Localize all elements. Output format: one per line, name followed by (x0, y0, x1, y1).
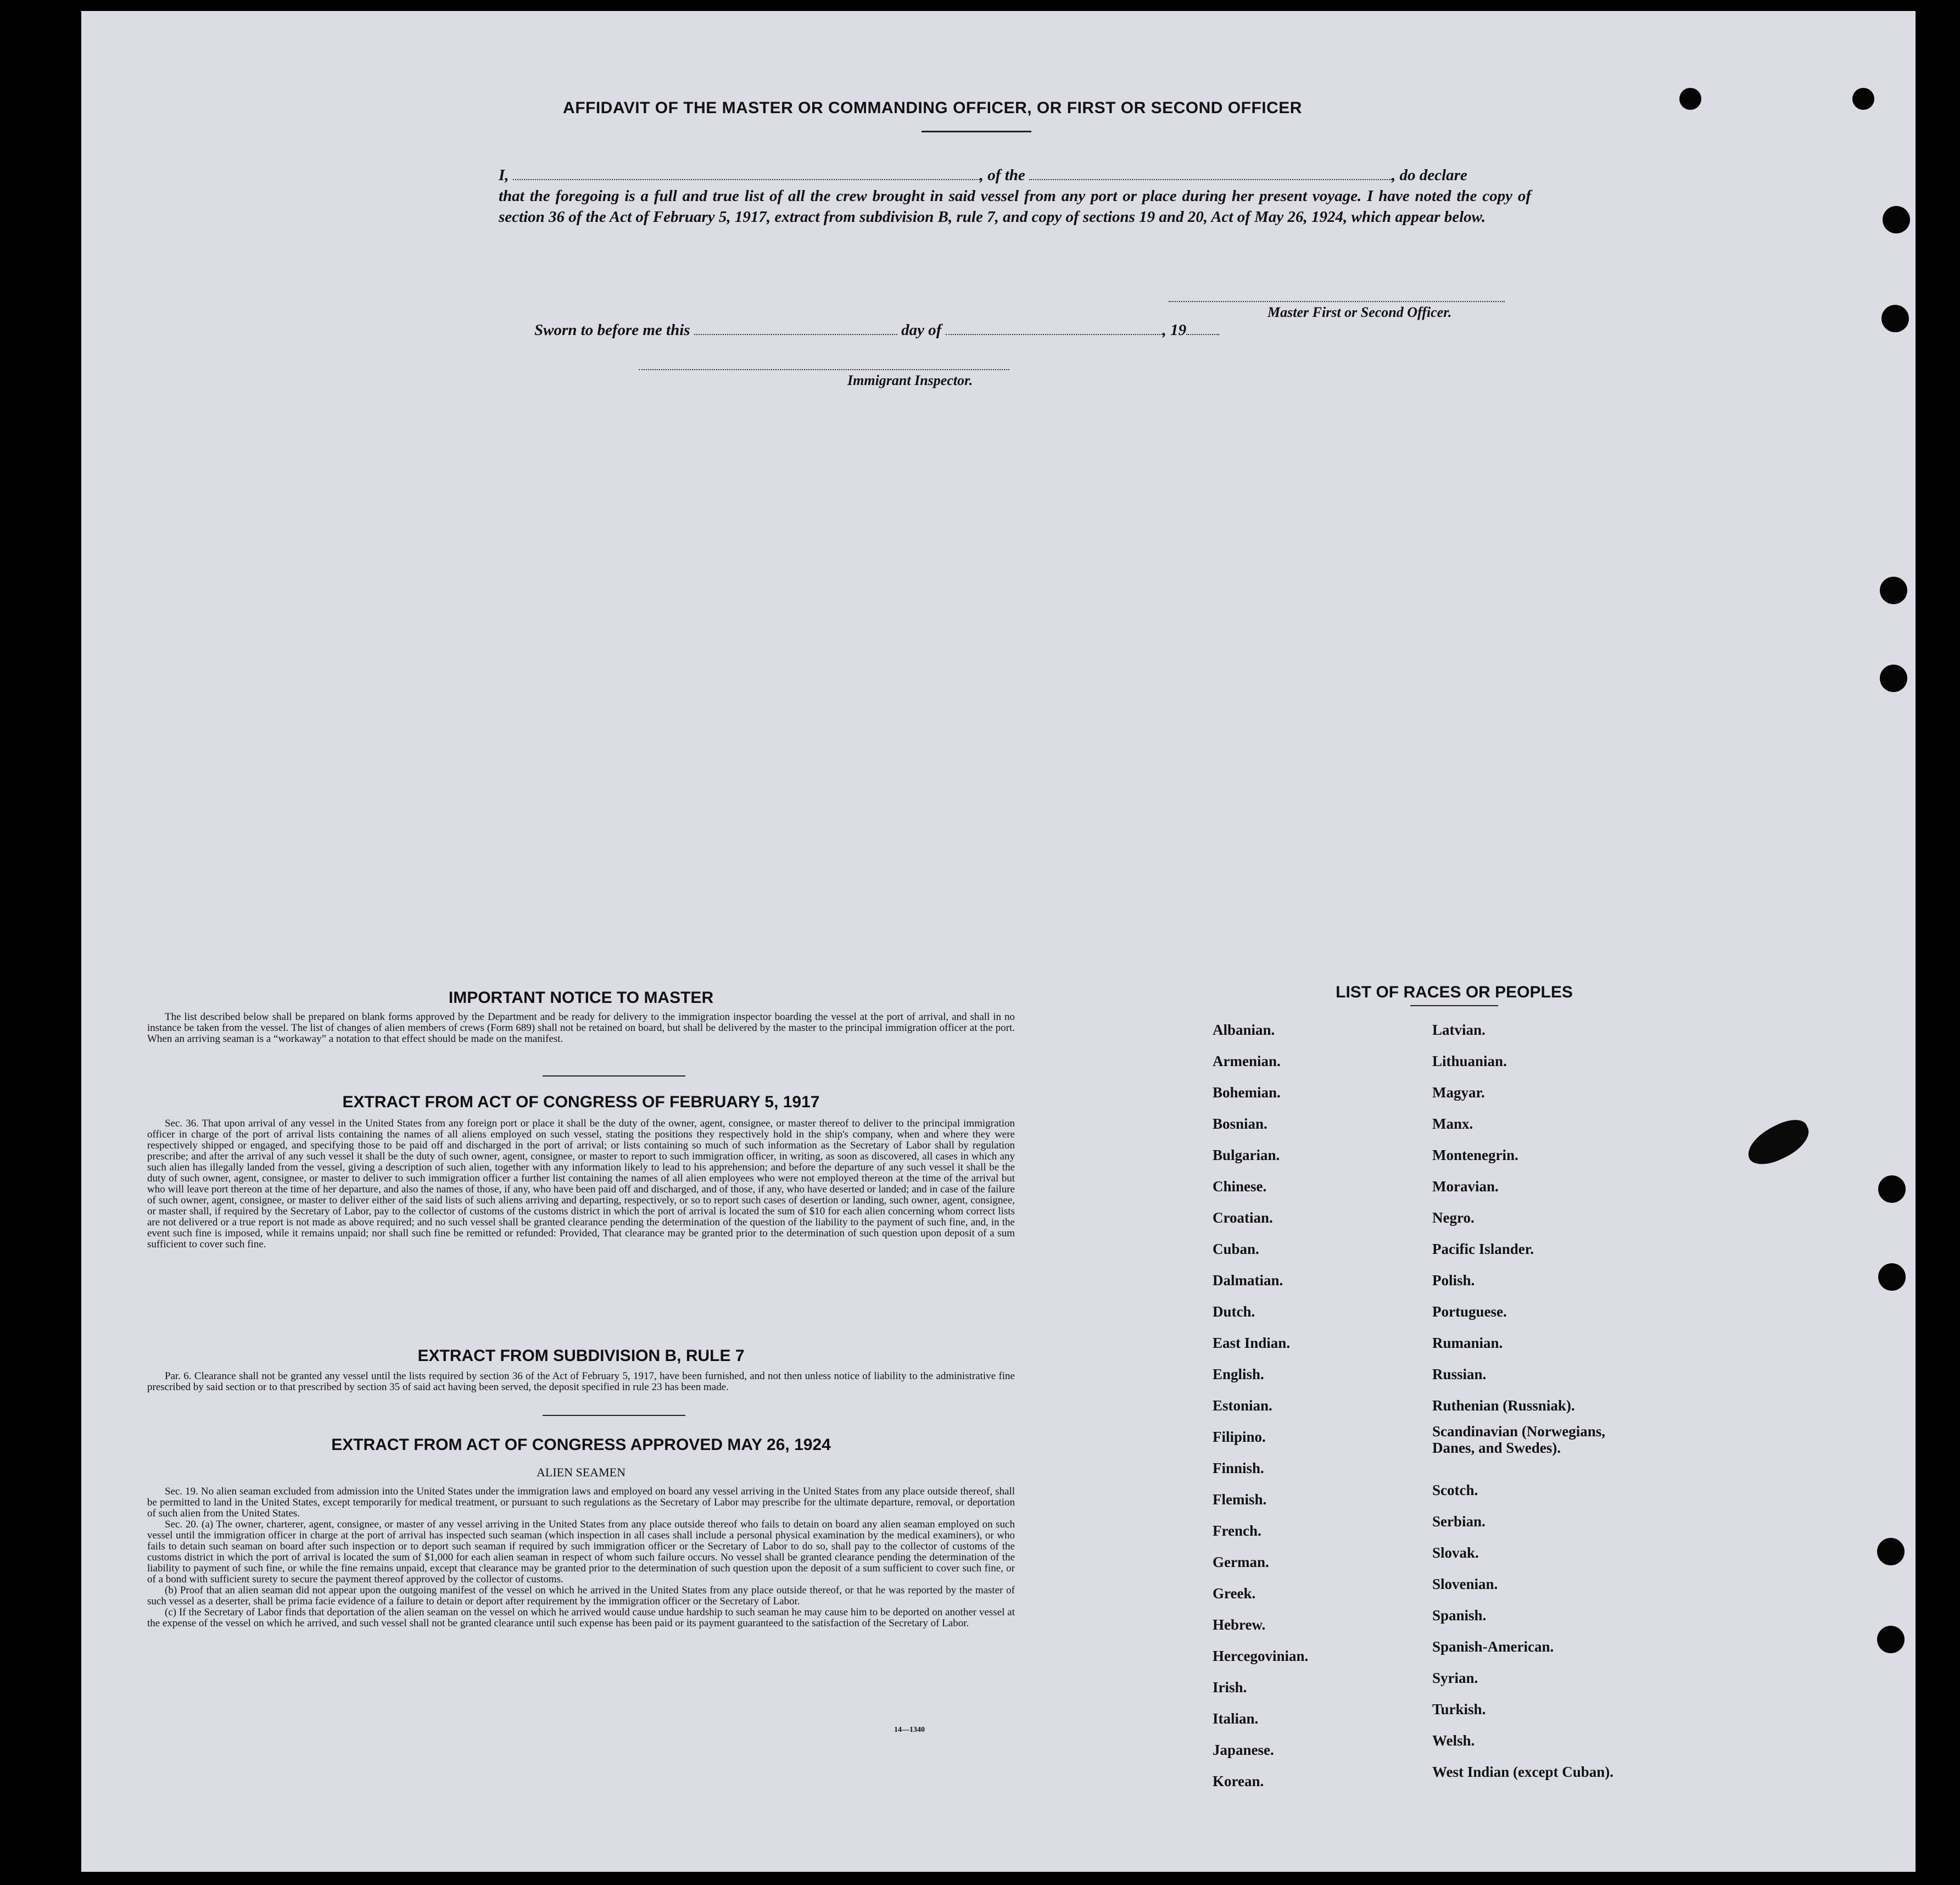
race-item: Rumanian. (1432, 1335, 1503, 1351)
master-signature-label: Master First or Second Officer. (1267, 304, 1452, 320)
race-item: Latvian. (1432, 1022, 1486, 1038)
inspector-signature-label: Immigrant Inspector. (847, 372, 973, 388)
punch-hole (1877, 1626, 1905, 1653)
race-item: Filipino. (1213, 1429, 1266, 1445)
races-divider (1410, 1005, 1498, 1006)
race-item: Turkish. (1432, 1701, 1486, 1717)
section-36-paragraph: Sec. 36. That upon arrival of any vessel in the United States from any foreign port or place it shall be the duty of the owner, agent, consignee, or master thereof to deliver to the principal immigration officer in charge of the port of arrival lists containing the names of all aliens employed on such vessel, stating the positions they respectively hold in the ship's company, when and where they were respectively shipped or engaged, and specifying those to be paid off and discharged in the port of arrival; or lists containing so much of such information as the Secretary of Labor shall by regulation prescribe; and after the arrival of any such vessel it shall be the duty of such owner, agent, consignee, or master to report to such immigration officer, in writing, as soon as discovered, all cases in which any such alien has illegally landed from the vessel, giving a description of such alien, together with any information likely to lead to his apprehension; and before the departure of any such vessel it shall be the duty of such owner, agent, consignee, or master to deliver to such immigration officer a further list containing the names of all alien employees who were not employed thereon at the time of the arrival but who will leave port thereon at the time of her departure, and also the names of those, if any, who have been paid off and discharged, and of those, if any, who have deserted or landed; and in case of the failure of such owner, agent, consignee, or master to deliver either of the said lists of such aliens arriving and departing, respectively, or so to report such cases of desertion or landing, such owner, agent, consignee, or master shall, if required by the Secretary of Labor, pay to the collector of customs of the customs district in which the port of arrival is located the sum of $10 for each alien concerning whom correct lists are not delivered or a true report is not made as above required; and no such vessel shall be granted clearance pending the determination of the question of the liability to the payment of such fine, and, in the event such fine is imposed, while it remains unpaid; nor shall such fine be remitted or refunded: Provided, That clearance may be granted prior to the determination of such question upon deposit of a sum sufficient to cover such fine. (147, 1118, 1015, 1250)
punch-hole (1878, 1175, 1906, 1203)
declarant-name-field[interactable] (513, 165, 980, 180)
notice-text (147, 1012, 1015, 1045)
affidavit-title: AFFIDAVIT OF THE MASTER OR COMMANDING OFFICER, OR FIRST OR SECOND OFFICER (563, 99, 1302, 117)
sworn-year-field[interactable] (1186, 320, 1219, 335)
race-item: German. (1213, 1554, 1269, 1570)
race-item: Bohemian. (1213, 1084, 1281, 1101)
section-19-paragraph: Sec. 19. No alien seaman excluded from admission into the United States under the immigration laws and employed on board any vessel arriving in the United States from any place outside thereof, shall be permitted to land in the United States, except temporarily for medical treatment, or pursuant to such regulations as the Secretary of Labor may prescribe for the ultimate departure, removal, or deportation of such alien from the United States. (147, 1486, 1015, 1519)
punch-hole (1878, 1263, 1906, 1291)
race-item: Armenian. (1213, 1053, 1281, 1069)
extract-1924-title: EXTRACT FROM ACT OF CONGRESS APPROVED MAY 26, 1924 (331, 1436, 831, 1454)
extract-1917-title: EXTRACT FROM ACT OF CONGRESS OF FEBRUARY 5, 1917 (342, 1093, 820, 1111)
race-item: Bosnian. (1213, 1116, 1267, 1132)
rule7-text (147, 1371, 1015, 1393)
race-item: Greek. (1213, 1585, 1256, 1602)
affidavit-declaration (499, 165, 1531, 227)
punch-hole (1679, 88, 1701, 110)
sworn-month-field[interactable] (946, 320, 1163, 335)
section-20c-paragraph: (c) If the Secretary of Labor finds that deportation of the alien seaman on the vessel on which he arrived would cause undue hardship to such seaman he may cause him to be deported on another vessel at the expense of the vessel on which he arrived, and such vessel shall not be granted clearance until such expense has been paid or its payment guaranteed to the satisfaction of the Secretary of Labor. (147, 1607, 1015, 1629)
sworn-day-field[interactable] (694, 320, 897, 335)
race-item: Estonian. (1213, 1397, 1272, 1414)
race-item: Dutch. (1213, 1303, 1255, 1320)
race-item: Lithuanian. (1432, 1053, 1507, 1069)
ink-stain (1741, 1113, 1815, 1171)
race-item: Dalmatian. (1213, 1272, 1283, 1289)
notice-title: IMPORTANT NOTICE TO MASTER (448, 989, 714, 1007)
punch-hole (1880, 665, 1907, 692)
title-divider (922, 131, 1031, 132)
race-item: Magyar. (1432, 1084, 1485, 1101)
rule7-title: EXTRACT FROM SUBDIVISION B, RULE 7 (417, 1347, 745, 1365)
inspector-signature-line[interactable] (639, 369, 1009, 370)
race-item: Negro. (1432, 1209, 1475, 1226)
declare-label: , do declare (1392, 166, 1467, 184)
alien-seamen-subtitle: ALIEN SEAMEN (537, 1465, 626, 1479)
punch-hole (1880, 577, 1907, 604)
sworn-prefix: Sworn to before me this (534, 321, 690, 339)
race-item: Flemish. (1213, 1491, 1267, 1508)
race-item: Albanian. (1213, 1022, 1275, 1038)
form-number: 14—1340 (894, 1726, 925, 1734)
race-item: Cuban. (1213, 1241, 1259, 1257)
races-title: LIST OF RACES OR PEOPLES (1336, 983, 1573, 1001)
race-item: Syrian. (1432, 1670, 1478, 1686)
race-item: Japanese. (1213, 1742, 1274, 1758)
document-page (81, 11, 1916, 1872)
sworn-day-of-label: day of (901, 321, 942, 339)
race-item: East Indian. (1213, 1335, 1291, 1351)
race-item: Welsh. (1432, 1732, 1475, 1749)
race-item: Moravian. (1432, 1178, 1499, 1195)
declarant-of-label: , of the (979, 166, 1025, 184)
race-item: Chinese. (1213, 1178, 1267, 1195)
race-item: Hercegovinian. (1213, 1648, 1309, 1664)
race-item: Spanish-American. (1432, 1638, 1554, 1655)
race-item: French. (1213, 1522, 1261, 1539)
race-item: West Indian (except Cuban). (1432, 1764, 1614, 1780)
sworn-year-prefix: , 19 (1162, 321, 1187, 339)
notice-paragraph: The list described below shall be prepared on blank forms approved by the Department and be ready for delivery to the immigration inspector boarding the vessel at the port of arrival, and shall in no instance be taken from the vessel. The list of changes of alien members of crews (Form 689) shall not be retained on board, but shall be delivered by the master to the principal immigration officer at the port. When an arriving seaman is a “workaway” a notation to that effect should be made on the manifest. (147, 1011, 1015, 1045)
section-20b-paragraph: (b) Proof that an alien seaman did not appear upon the outgoing manifest of the vessel on which he arrived in the United States from any place outside thereof, or that he was reported by the master of such vessel as a deserter, shall be prima facie evidence of a failure to detain or deport after requirement by the immigration officer or the Secretary of Labor. (147, 1585, 1015, 1607)
declarant-prefix: I, (499, 166, 509, 184)
vessel-name-field[interactable] (1029, 165, 1392, 180)
extract-1924-text (147, 1486, 1015, 1629)
race-item: Serbian. (1432, 1513, 1486, 1530)
extract-1917-text (147, 1118, 1015, 1250)
punch-hole (1883, 206, 1910, 233)
master-signature-line[interactable] (1169, 301, 1505, 302)
section-divider (543, 1415, 685, 1416)
race-item: Slovak. (1432, 1544, 1479, 1561)
rule7-paragraph: Par. 6. Clearance shall not be granted any vessel until the lists required by section 36 of the Act of February 5, 1917, have been furnished, and not then unless notice of liability to the administrative fine prescribed by said section or to that prescribed by section 35 of said act having been served, the deposit specified in rule 23 has been made. (147, 1370, 1015, 1393)
punch-hole (1852, 88, 1874, 110)
punch-hole (1881, 305, 1909, 332)
race-item: Finnish. (1213, 1460, 1264, 1476)
race-item: Italian. (1213, 1710, 1259, 1727)
race-item: English. (1213, 1366, 1264, 1382)
race-item: Irish. (1213, 1679, 1247, 1696)
race-item: Croatian. (1213, 1209, 1273, 1226)
race-item: Hebrew. (1213, 1616, 1266, 1633)
race-item: Polish. (1432, 1272, 1475, 1289)
race-item: Manx. (1432, 1116, 1473, 1132)
race-item: Spanish. (1432, 1607, 1487, 1624)
race-item: Ruthenian (Russniak). (1432, 1397, 1575, 1414)
race-item: Scotch. (1432, 1482, 1478, 1498)
section-divider (543, 1075, 685, 1077)
race-item: Slovenian. (1432, 1576, 1498, 1592)
race-item: Bulgarian. (1213, 1147, 1280, 1163)
affidavit-body-text: that the foregoing is a full and true list of all the crew brought in said vessel from any port or place during her present voyage. I have noted the copy of section 36 of the Act of February 5, 1917, extract from subdivision B, rule 7, and copy of sections 19 and 20, Act of May 26, 1924, which appear below. (499, 187, 1531, 226)
sworn-line (534, 320, 1219, 339)
race-item: Korean. (1213, 1773, 1264, 1789)
punch-hole (1877, 1538, 1905, 1565)
race-item: Russian. (1432, 1366, 1487, 1382)
race-item: Pacific Islander. (1432, 1241, 1534, 1257)
race-item: Portuguese. (1432, 1303, 1507, 1320)
section-20a-paragraph: Sec. 20. (a) The owner, charterer, agent, consignee, or master of any vessel arriving in the United States from any place outside thereof who fails to detain on board any alien seaman employed on such vessel until the immigration officer in charge at the port of arrival has inspected such seaman (which inspection in all cases shall include a personal physical examination by the medical examiners), or who fails to detain such seaman on board after such inspection or to deport such seaman if required by such immigration officer or the Secretary of Labor to do so, shall pay to the collector of customs of the customs district in which the port of arrival is located the sum of $1,000 for each alien seaman in respect of whom such failure occurs. No vessel shall be granted clearance pending the determination of the liability to payment of such fine, or while the fine remains unpaid, except that clearance may be granted prior to the determination of such question upon the deposit of a sum sufficient to cover such fine, or of a bond with sufficient surety to secure the payment thereof approved by the collector of customs. (147, 1519, 1015, 1585)
race-item: Scandinavian (Norwegians, Danes, and Swedes). (1432, 1423, 1606, 1456)
race-item: Montenegrin. (1432, 1147, 1518, 1163)
